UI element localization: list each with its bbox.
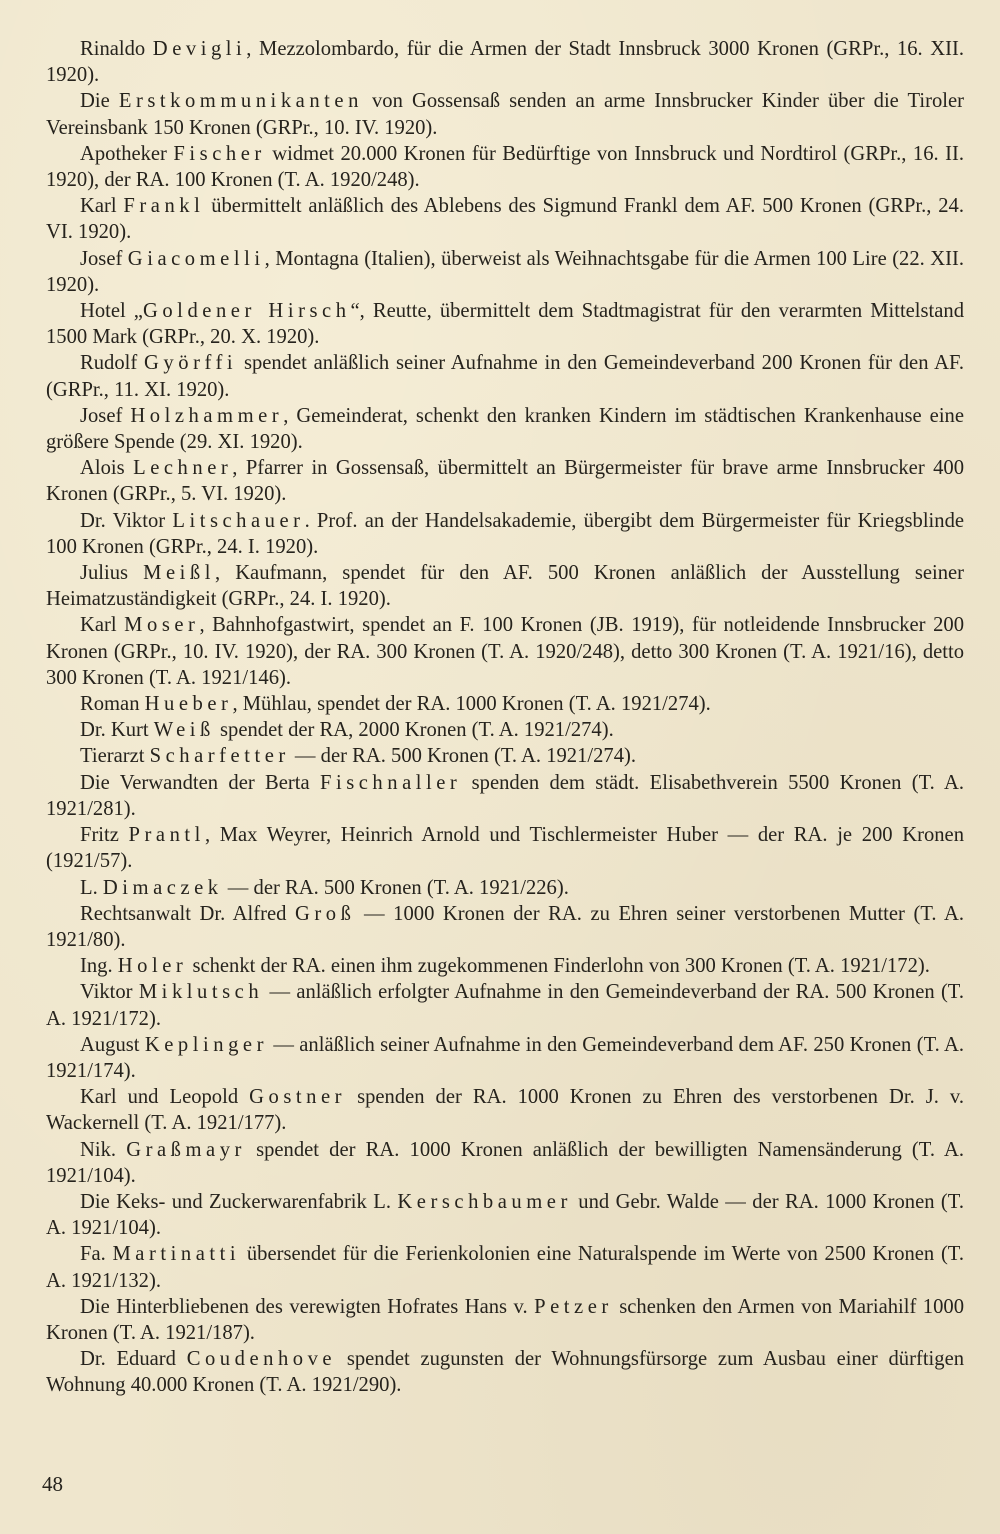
donation-entry — [46, 1084, 964, 1136]
donation-entry — [46, 36, 964, 88]
entry-text-after-name: spendet zugunsten der Wohnungsfürsorge zum Ausbau einer dürftigen Wohnung 40.000 Kronen (T. A. 1921/290). — [46, 1348, 965, 1397]
entry-text-after-name: , Mühlau, spendet der RA. 1000 Kronen (T. A. 1921/274). — [232, 693, 711, 716]
entry-text-after-name: , Bahnhofgastwirt, spendet an F. 100 Kronen (JB. 1919), für notleidende Innsbrucker 200 Kronen (GRPr., 10. IV. 1920), der RA. 300 Kronen (T. A. 1920/248), detto 300 Kronen (T. A. 1921/16), detto 300 Kronen (T. A. 1921/146). — [46, 614, 964, 689]
donation-entry — [46, 455, 964, 507]
entry-text-after-name: — der RA. 500 Kronen (T. A. 1921/274). — [289, 745, 637, 768]
entry-text-before-name: Rinaldo — [80, 38, 153, 60]
donation-entry — [46, 560, 964, 612]
donation-entry — [46, 1032, 964, 1084]
donor-name: Hueber — [144, 693, 233, 716]
donor-name: Erstkommunikanten — [118, 90, 363, 113]
entry-text-after-name: spendet der RA, 2000 Kronen (T. A. 1921/274). — [214, 719, 614, 742]
entry-text-after-name: schenkt der RA. einen ihm zugekommenen Finderlohn von 300 Kronen (T. A. 1921/172). — [187, 955, 930, 978]
entry-text-after-name: übermittelt anläßlich des Ablebens des Sigmund Frankl dem AF. 500 Kronen (GRPr., 24. VI. 1920). — [46, 195, 965, 244]
donor-name: Gostner — [249, 1086, 347, 1109]
donation-entry — [46, 822, 964, 874]
donor-name: Keplinger — [144, 1033, 268, 1056]
donation-entry — [46, 141, 964, 193]
entry-text-after-name: übersendet für die Ferienkolonien eine Naturalspende im Werte von 2500 Kronen (T. A. 1921/132). — [46, 1243, 965, 1292]
entry-text-after-name: , Gemeinderat, schenkt den kranken Kindern im städtischen Krankenhause eine größere Spende (29. XI. 1920). — [46, 404, 964, 454]
entry-text-before-name: Viktor — [80, 981, 139, 1004]
entry-text-before-name: Die Hinterbliebenen des verewigten Hofrates Hans v. — [80, 1295, 535, 1318]
entry-text-before-name: Roman — [80, 693, 145, 716]
entry-text-before-name: Fa. — [80, 1243, 113, 1266]
donor-name: Miklutsch — [138, 981, 264, 1004]
entry-text-after-name: “, Reutte, übermittelt dem Stadtmagistrat für den verarmten Mittelstand 1500 Mark (GRPr., 20. X. 1920). — [46, 300, 964, 349]
donation-entry — [46, 88, 964, 140]
entry-text-after-name: — anläßlich erfolgter Aufnahme in den Gemeindeverband der RA. 500 Kronen (T. A. 1921/172). — [46, 981, 964, 1030]
donor-name: Devigli — [152, 38, 247, 60]
donor-name: Scharfetter — [149, 745, 290, 768]
entry-text-before-name: August — [80, 1033, 145, 1056]
donor-name: Kerschbaumer — [397, 1190, 572, 1213]
entry-text-before-name: Josef — [80, 404, 131, 427]
entry-text-after-name: — anläßlich seiner Aufnahme in den Gemeindeverband dem AF. 250 Kronen (T. A. 1921/174). — [46, 1033, 964, 1082]
entry-text-after-name: spendet der RA. 1000 Kronen anläßlich der bewilligten Namensänderung (T. A. 1921/104). — [46, 1138, 965, 1187]
donor-name: Prantl — [128, 824, 205, 847]
donation-entry — [46, 246, 964, 298]
entry-text-after-name: , Pfarrer in Gossensaß, übermittelt an Bürgermeister für brave arme Innsbrucker 400 Kronen (GRPr., 5. VI. 1920). — [46, 457, 965, 506]
entry-text-after-name: schenken den Armen von Mariahilf 1000 Kronen (T. A. 1921/187). — [46, 1295, 964, 1344]
entry-text-before-name: Karl — [80, 195, 124, 218]
donation-entry — [46, 1346, 964, 1398]
entry-text-after-name: , Kaufmann, spendet für den AF. 500 Kronen anläßlich der Ausstellung seiner Heimatzuständigkeit (GRPr., 24. I. 1920). — [46, 562, 964, 611]
entry-text-before-name: Hotel „ — [80, 300, 143, 323]
donation-entry — [46, 193, 964, 245]
entry-text-after-name: — der RA. 500 Kronen (T. A. 1921/226). — [222, 876, 569, 899]
donation-entry — [46, 717, 964, 743]
entry-text-after-name: spenden dem städt. Elisabethverein 5500 Kronen (T. A. 1921/281). — [46, 771, 964, 820]
entry-text-before-name: Dr. Viktor — [80, 509, 173, 532]
donor-name: Fischer — [173, 142, 266, 165]
entry-text-before-name: Karl und Leopold — [80, 1086, 250, 1109]
donor-name: Holzhammer — [130, 404, 284, 427]
entry-text-before-name: Rudolf — [80, 352, 145, 375]
donor-name: Litschauer — [172, 509, 305, 532]
donor-name: Meißl — [143, 562, 215, 585]
donor-name: Frankl — [123, 195, 205, 218]
entry-text-before-name: Alois — [80, 457, 134, 480]
entry-text-after-name: — 1000 Kronen der RA. zu Ehren seiner verstorbenen Mutter (T. A. 1921/80). — [46, 902, 964, 951]
entry-text-after-name: spendet anläßlich seiner Aufnahme in den Gemeindeverband 200 Kronen für den AF. (GRPr., 11. XI. 1920). — [46, 352, 964, 401]
entry-text-after-name: . Prof. an der Handelsakademie, übergibt dem Bürgermeister für Kriegsblinde 100 Kronen (GRPr., 24. I. 1920). — [46, 509, 965, 558]
entry-text-before-name: Die Keks- und Zuckerwarenfabrik L. — [80, 1190, 398, 1213]
entry-text-after-name: spenden der RA. 1000 Kronen zu Ehren des verstorbenen Dr. J. v. Wackernell (T. A. 1921/177). — [46, 1086, 964, 1135]
donor-name: Weiß — [153, 719, 215, 742]
donation-entry — [46, 1241, 964, 1293]
entry-text-after-name: , Montagna (Italien), überweist als Weihnachtsgabe für die Armen 100 Lire (22. XII. 1920). — [46, 247, 964, 296]
entry-text-before-name: Dr. Kurt — [80, 719, 154, 742]
donation-entry — [46, 1189, 964, 1241]
donation-entry — [46, 743, 964, 769]
donation-entry — [46, 875, 964, 901]
entry-text-after-name: und Gebr. Walde — der RA. 1000 Kronen (T. A. 1921/104). — [46, 1190, 964, 1240]
donation-entry — [46, 1294, 964, 1346]
entry-text-before-name: Rechtsanwalt Dr. Alfred — [80, 902, 295, 925]
entry-text-after-name: von Gossensaß senden an arme Innsbrucker Kinder über die Tiroler Vereinsbank 150 Kronen (GRPr., 10. IV. 1920). — [46, 90, 964, 139]
donor-name: Giacomelli — [127, 247, 265, 270]
donation-list — [46, 36, 964, 1399]
donor-name: Lechner — [133, 457, 233, 480]
donor-name: Petzer — [534, 1295, 613, 1318]
donation-entry — [46, 1137, 964, 1189]
donor-name: Coudenhove — [186, 1348, 337, 1371]
donor-name: Graßmayr — [126, 1138, 246, 1161]
donation-entry — [46, 350, 964, 402]
entry-text-before-name: Die — [80, 90, 119, 113]
donor-name: Fischnaller — [319, 771, 462, 794]
entry-text-before-name: Nik. — [80, 1138, 127, 1161]
entry-text-before-name: Josef — [80, 247, 128, 270]
donor-name: Moser — [124, 614, 200, 637]
donation-entry — [46, 403, 964, 455]
donation-entry — [46, 901, 964, 953]
donation-entry — [46, 298, 964, 350]
entry-text-after-name: , Max Weyrer, Heinrich Arnold und Tischlermeister Huber — der RA. je 200 Kronen (1921/57). — [46, 824, 964, 873]
donation-entry — [46, 508, 964, 560]
entry-text-before-name: Ing. — [80, 955, 118, 978]
entry-text-before-name: Die Verwandten der Berta — [80, 771, 320, 794]
donor-name: Goldener Hirsch — [142, 300, 351, 323]
entry-text-before-name: Dr. Eduard — [80, 1348, 187, 1371]
entry-text-before-name: L. — [80, 876, 103, 899]
donation-entry — [46, 770, 964, 822]
donation-entry — [46, 691, 964, 717]
entry-text-before-name: Tierarzt — [80, 745, 150, 768]
donation-entry — [46, 612, 964, 691]
donor-name: Györffi — [144, 352, 238, 375]
entry-text-after-name: , Mezzolombardo, für die Armen der Stadt Innsbruck 3000 Kronen (GRPr., 16. XII. 1920). — [46, 38, 965, 87]
donor-name: Dimaczek — [102, 876, 223, 899]
donor-name: Martinatti — [112, 1243, 241, 1266]
entry-text-after-name: widmet 20.000 Kronen für Bedürftige von Innsbruck und Nordtirol (GRPr., 16. II. 1920), der RA. 100 Kronen (T. A. 1920/248). — [46, 142, 964, 192]
entry-text-before-name: Julius — [80, 562, 144, 585]
donor-name: Groß — [295, 902, 356, 925]
entry-text-before-name: Fritz — [80, 824, 129, 847]
entry-text-before-name: Karl — [80, 614, 125, 637]
donation-entry — [46, 979, 964, 1031]
entry-text-before-name: Apotheker — [80, 142, 174, 165]
donor-name: Holer — [117, 955, 188, 978]
page-number: 48 — [42, 1472, 63, 1496]
donation-entry — [46, 953, 964, 979]
